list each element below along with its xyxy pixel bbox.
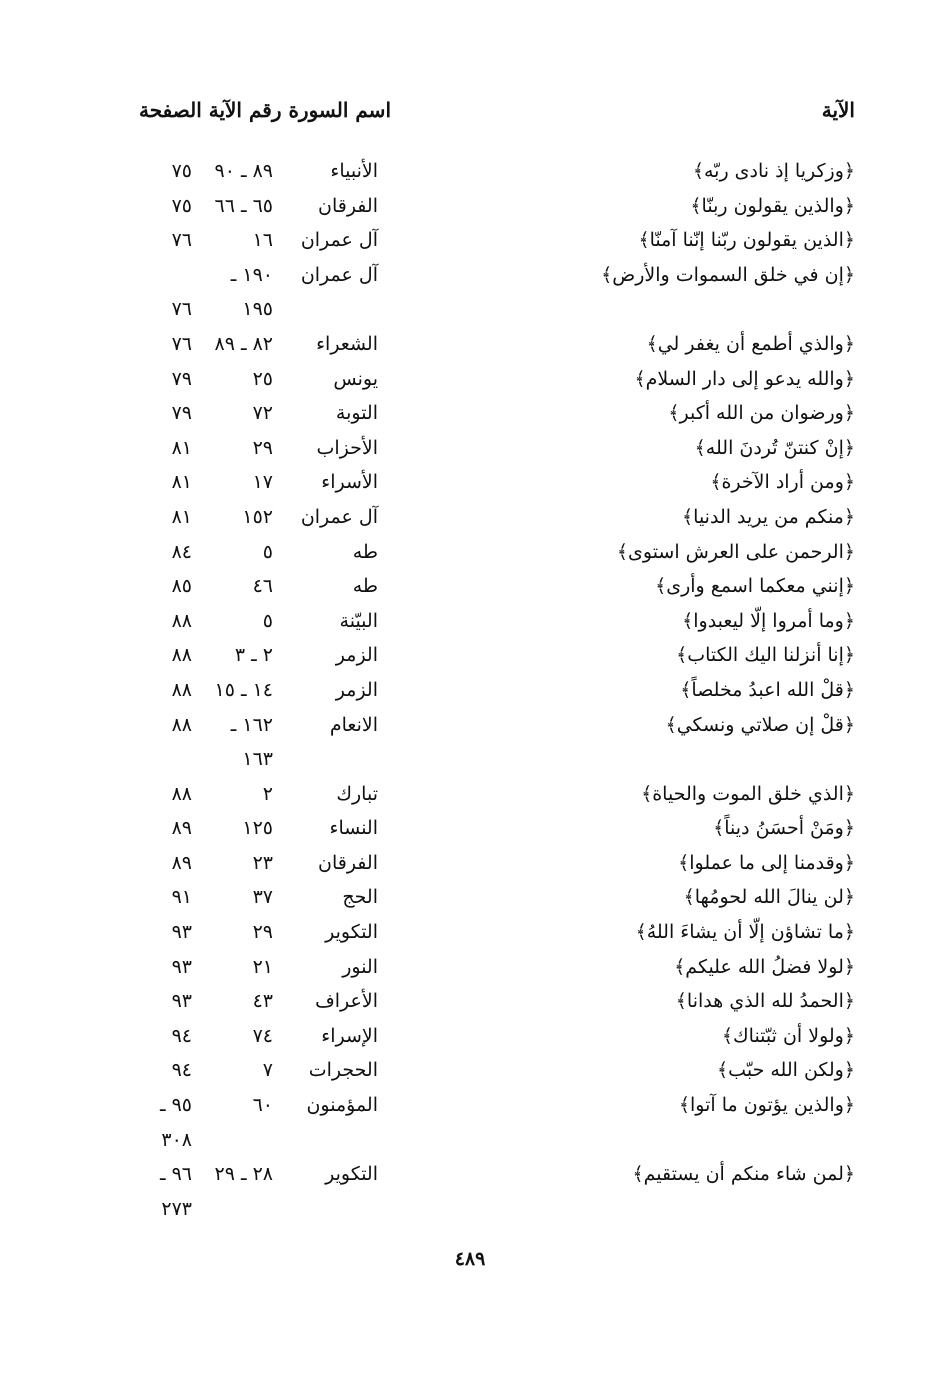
table-row (0, 1192, 940, 1227)
table-row (0, 638, 940, 673)
ayah-number: ٧٢ (252, 402, 273, 425)
verse-text: ﴿وما أمروا إلّا ليعبدوا﴾ (682, 609, 855, 632)
page-reference: ٨٤ (171, 540, 192, 563)
surah-name: الفرقان (318, 194, 378, 217)
table-row (0, 777, 940, 812)
page-reference: ٨١ (171, 436, 192, 459)
table-row (0, 292, 940, 327)
ayah-number: ٥ (262, 609, 273, 632)
page-reference: ٢٧٣ (161, 1197, 192, 1220)
surah-name: الزمر (335, 644, 378, 667)
table-row (0, 1088, 940, 1123)
surah-name: النور (342, 955, 378, 978)
page-reference: ٧٥ (171, 194, 192, 217)
surah-name: الزمر (335, 678, 378, 701)
page-reference: ٨١ (171, 505, 192, 528)
ayah-number: ٤٦ (252, 575, 273, 598)
table-row (0, 154, 940, 189)
page-reference: ٧٩ (171, 402, 192, 425)
ayah-number: ٢ ـ ٣ (234, 644, 273, 667)
surah-name: الإسراء (321, 1024, 378, 1047)
table-row (0, 811, 940, 846)
table-row (0, 362, 940, 397)
ayah-number: ١٩٠ ـ (230, 263, 273, 286)
table-row (0, 880, 940, 915)
verse-text: ﴿والذين يؤتون ما آتوا﴾ (678, 1094, 855, 1117)
ayah-number: ٦٥ ـ ٦٦ (214, 194, 273, 217)
ayah-number: ١٦٣ (242, 748, 273, 771)
surah-name: الأحزاب (316, 436, 378, 459)
verse-text: ﴿وزكريا إذ نادى ربّه﴾ (692, 160, 855, 182)
verse-text: ﴿الحمدُ لله الذي هدانا﴾ (675, 990, 855, 1013)
page-reference: ٩٦ ـ (159, 1163, 192, 1186)
ayah-number: ٢ (262, 782, 273, 805)
surah-name: الحج (342, 886, 378, 909)
surah-name: الحجرات (308, 1059, 378, 1082)
page-reference: ٩٣ (171, 955, 192, 978)
verse-text: ﴿ما تشاؤن إلّا أن يشاءَ اللهُ﴾ (635, 921, 855, 944)
verse-text: ﴿والذي أطمع أن يغفر لي﴾ (646, 332, 855, 355)
surah-name: البيّنة (339, 609, 378, 632)
verse-text: ﴿الذي خلق الموت والحياة﴾ (641, 782, 855, 805)
table-row (0, 189, 940, 224)
table-row (0, 604, 940, 639)
surah-name: الانعام (329, 713, 378, 736)
ayah-number: ٧ (262, 1059, 273, 1082)
surah-name: الأعراف (315, 990, 378, 1013)
page-reference: ٧٦ (171, 332, 192, 355)
surah-name: التكوير (325, 1163, 378, 1186)
verse-text: ﴿الذين يقولون ربّنا إنّنا آمنّا﴾ (638, 229, 855, 252)
verse-text: ﴿قلْ إن صلاتي ونسكي﴾ (665, 713, 855, 736)
verse-text: ﴿والذين يقولون ربنّا﴾ (690, 194, 855, 217)
table-row (0, 465, 940, 500)
verse-text: ﴿إنْ كنتنّ تُردنَ الله﴾ (694, 436, 855, 459)
table-row (0, 742, 940, 777)
page-reference: ٨٩ (171, 851, 192, 874)
verse-text: ﴿لمن شاء منكم أن يستقيم﴾ (632, 1163, 855, 1186)
surah-name: الشعراء (316, 332, 378, 355)
page-reference: ٧٩ (171, 367, 192, 390)
table-row (0, 396, 940, 431)
surah-name: طه (352, 575, 378, 598)
ayah-number: ٢٨ ـ ٢٩ (214, 1163, 273, 1186)
verse-text: ﴿إن في خلق السموات والأرض﴾ (601, 263, 855, 286)
verse-text: ﴿لولا فضلُ الله عليكم﴾ (674, 955, 855, 978)
ayah-number: ١٧ (252, 471, 273, 494)
table-row (0, 708, 940, 743)
verse-text: ﴿قلْ الله اعبدُ مخلصاً﴾ (680, 678, 855, 701)
page-reference: ٧٥ (171, 160, 192, 182)
surah-name: النساء (329, 817, 378, 840)
verse-text: ﴿ومَنْ أحسَنُ ديناً﴾ (713, 817, 855, 840)
ayah-number: ٢٩ (252, 436, 273, 459)
reference-columns-header: اسم السورة رقم الآية الصفحة (139, 98, 391, 122)
page-reference: ٨٨ (171, 609, 192, 632)
verse-index-table (0, 154, 940, 1226)
page-reference: ٧٦ (171, 229, 192, 252)
surah-name: الفرقان (318, 851, 378, 874)
table-row (0, 431, 940, 466)
ayah-number: ٢١ (252, 955, 273, 978)
page-reference: ٩٣ (171, 921, 192, 944)
surah-name: يونس (333, 367, 378, 390)
surah-name: آل عمران (300, 505, 378, 528)
page-reference: ٨٩ (171, 817, 192, 840)
verse-text: ﴿والله يدعو إلى دار السلام﴾ (634, 367, 855, 390)
table-row (0, 500, 940, 535)
table-row (0, 535, 940, 570)
surah-name: الأنبياء (330, 160, 378, 182)
page-reference: ٣٠٨ (161, 1128, 192, 1151)
page-reference: ٨٨ (171, 678, 192, 701)
table-row (0, 327, 940, 362)
page-reference: ٩٤ (171, 1024, 192, 1047)
table-row (0, 1123, 940, 1158)
ayah-number: ١٦٢ ـ (230, 713, 273, 736)
verse-text: ﴿ولكن الله حبّب﴾ (717, 1059, 855, 1082)
verse-text: ﴿ومن أراد الآخرة﴾ (710, 471, 855, 494)
surah-name: آل عمران (300, 263, 378, 286)
page-reference: ٨١ (171, 471, 192, 494)
ayah-number: ٢٥ (252, 367, 273, 390)
table-row (0, 950, 940, 985)
table-row (0, 915, 940, 950)
surah-name: تبارك (336, 782, 378, 805)
page-reference: ٩٤ (171, 1059, 192, 1082)
surah-name: آل عمران (300, 229, 378, 252)
verse-text: ﴿الرحمن على العرش استوى﴾ (616, 540, 855, 563)
ayah-number: ١٦ (252, 229, 273, 252)
ayah-number: ١٩٥ (242, 298, 273, 321)
verse-text: ﴿إنني معكما اسمع وأرى﴾ (655, 575, 855, 598)
ayah-number: ٢٩ (252, 921, 273, 944)
table-row (0, 984, 940, 1019)
verse-text: ﴿ورضوان من الله أكبر﴾ (668, 402, 855, 425)
ayah-number: ١٥٢ (242, 505, 273, 528)
surah-name: المؤمنون (306, 1094, 378, 1117)
page-reference: ٨٥ (171, 575, 192, 598)
ayah-number: ٨٩ ـ ٩٠ (214, 160, 273, 182)
verse-text: ﴿إنا أنزلنا اليك الكتاب﴾ (676, 644, 855, 667)
verse-text: ﴿منكم من يريد الدنيا﴾ (682, 505, 855, 528)
ayah-number: ٢٣ (252, 851, 273, 874)
ayah-number: ١٢٥ (242, 817, 273, 840)
table-row (0, 673, 940, 708)
ayah-number: ٣٧ (252, 886, 273, 909)
table-row (0, 846, 940, 881)
verse-text: ﴿لن ينالَ الله لحومُها﴾ (683, 886, 855, 909)
table-row (0, 1157, 940, 1192)
table-row (0, 258, 940, 293)
verse-text: ﴿ولولا أن ثبّتناك﴾ (721, 1024, 855, 1047)
ayah-number: ٥ (262, 540, 273, 563)
ayah-number: ٧٤ (252, 1024, 273, 1047)
page-reference: ٩٥ ـ (159, 1094, 192, 1117)
page-reference: ٨٨ (171, 782, 192, 805)
surah-name: طه (352, 540, 378, 563)
surah-name: التكوير (325, 921, 378, 944)
table-row (0, 223, 940, 258)
verse-column-header: الآية (821, 98, 855, 122)
ayah-number: ٨٢ ـ ٨٩ (214, 332, 273, 355)
ayah-number: ١٤ ـ ١٥ (214, 678, 273, 701)
verse-text: ﴿وقدمنا إلى ما عملوا﴾ (678, 851, 855, 874)
page-number: ٤٨٩ (454, 1248, 486, 1270)
page-reference: ٨٨ (171, 713, 192, 736)
page-reference: ٩١ (171, 886, 192, 909)
page-reference: ٨٨ (171, 644, 192, 667)
table-row (0, 569, 940, 604)
table-row (0, 1019, 940, 1054)
surah-name: الأسراء (321, 471, 378, 494)
table-row (0, 1053, 940, 1088)
surah-name: التوبة (335, 402, 378, 425)
page-reference: ٧٦ (171, 298, 192, 321)
page-reference: ٩٣ (171, 990, 192, 1013)
ayah-number: ٦٠ (252, 1094, 273, 1117)
ayah-number: ٤٣ (252, 990, 273, 1013)
